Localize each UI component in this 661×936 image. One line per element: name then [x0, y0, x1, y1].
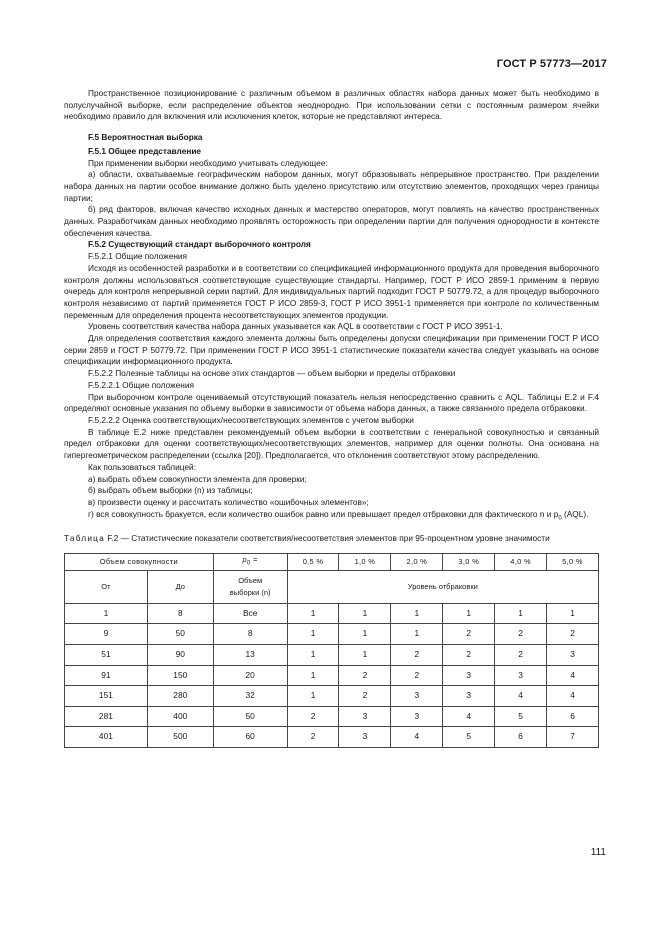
table-cell: 1	[339, 645, 391, 666]
list-item: б) выбрать объем выборки (n) из таблицы;	[88, 485, 253, 496]
table-row	[65, 603, 599, 624]
paragraph: Как пользоваться таблицей:	[88, 461, 197, 472]
table-cell: 1	[65, 603, 148, 624]
table-cell: 50	[213, 706, 287, 727]
table-cell: 1	[287, 645, 339, 666]
table-cell: 5	[495, 706, 547, 727]
paragraph: Для определения соответствия каждого элемента должны быть определены допуски спецификации при применении ГОСТ Р ИСО серии 2859 и ГОСТ Р 50779.72. При применении ГОСТ Р ИСО 3951-1 статистические показатели качества следует указывать на основе спецификации информационного продукта.	[64, 333, 599, 367]
table-header-sample-size	[213, 570, 287, 603]
table-cell: 32	[213, 686, 287, 707]
page-content	[64, 88, 599, 748]
table-row	[65, 624, 599, 645]
table-cell: 500	[147, 727, 213, 748]
table-cell: 280	[147, 686, 213, 707]
subscript: 0	[247, 560, 251, 567]
table-header-aql: 3,0 %	[443, 553, 495, 570]
table-cell: 60	[213, 727, 287, 748]
table-cell: 50	[147, 624, 213, 645]
table-header-reject-level: Уровень отбраковки	[287, 570, 598, 603]
table-cell: 2	[287, 706, 339, 727]
table-cell: 2	[495, 624, 547, 645]
sample-size-line1: Объем	[238, 576, 263, 586]
table-cell: 1	[391, 603, 443, 624]
table-cell: 151	[65, 686, 148, 707]
table-cell: 13	[213, 645, 287, 666]
table-cell: 3	[547, 645, 599, 666]
page-number: 111	[590, 847, 606, 858]
table-row	[65, 686, 599, 707]
table-cell: 2	[495, 645, 547, 666]
subsection-heading-f5222: F.5.2.2.2 Оценка соответствующих/несоответствующих элементов с учетом выборки	[88, 414, 414, 425]
table-cell: 1	[339, 603, 391, 624]
table-row	[65, 706, 599, 727]
table-cell: 2	[339, 686, 391, 707]
table-header-to: До	[147, 570, 213, 603]
table-cell: 281	[65, 706, 148, 727]
subsection-heading-f522: F.5.2.2 Полезные таблицы на основе этих стандартов — объем выборки и пределы отбраковки	[88, 368, 456, 379]
table-header-aql: 1,0 %	[339, 553, 391, 570]
section-heading-f5: F.5 Вероятностная выборка	[88, 132, 203, 143]
table-row	[65, 665, 599, 686]
table-cell: 1	[287, 624, 339, 645]
table-cell: 1	[339, 624, 391, 645]
table-cell: 9	[65, 624, 148, 645]
table-cell: 51	[65, 645, 148, 666]
table-cell: 2	[287, 727, 339, 748]
table-header-aql: 0.5 %	[287, 553, 339, 570]
list-item	[64, 509, 599, 525]
table-cell: 90	[147, 645, 213, 666]
paragraph: Уровень соответствия качества набора данных указывается как AQL в соответствии с ГОСТ Р ИСО 3951-1.	[88, 321, 503, 332]
document-header: ГОСТ Р 57773—2017	[496, 58, 607, 70]
table-cell: 3	[391, 686, 443, 707]
table-header-aql: 2,0 %	[391, 553, 443, 570]
section-heading-f52: F.5.2 Существующий стандарт выборочного контроля	[88, 239, 311, 250]
table-cell: 4	[443, 706, 495, 727]
table-cell: 1	[287, 686, 339, 707]
list-item: а) области, охватываемые географическим набором данных, могут образовывать непрерывное пространство. При разделении набора данных на партии особое внимание должно быть уделено присутствию или отсутствию элементов, проходящих через границы партии;	[64, 169, 599, 203]
table-cell: 2	[443, 624, 495, 645]
list-item-text: (AQL).	[561, 508, 589, 519]
table-cell: 150	[147, 665, 213, 686]
table-header-aql: 5,0 %	[547, 553, 599, 570]
sample-size-line2: выборки (n)	[229, 587, 271, 597]
table-cell: 2	[391, 665, 443, 686]
paragraph: При выборочном контроле оцениваемый отсутствующий показатель нельзя непосредственно сравнить с AQL. Таблицы Е.2 и F.4 определяют основные указания по объему выборки в зависимости от объема набора данных, а также связанного предела отбраковки.	[64, 391, 599, 414]
table-cell: 91	[65, 665, 148, 686]
table-header-from: От	[65, 570, 148, 603]
subsection-heading-f5221: F.5.2.2.1 Общие положения	[88, 379, 194, 390]
table-caption	[64, 533, 599, 545]
table-cell: 1	[287, 665, 339, 686]
table-cell: 1	[287, 603, 339, 624]
table-cell: 5	[443, 727, 495, 748]
table-cell: 6	[547, 706, 599, 727]
table-caption-text: F.2 — Статистические показатели соответствия/несоответствия элементов при 95-процентном уровне значимости	[104, 532, 550, 543]
table-cell: 3	[443, 686, 495, 707]
table-cell: 20	[213, 665, 287, 686]
p0-symbol: p	[242, 554, 248, 564]
table-cell: 6	[495, 727, 547, 748]
table-header-aql: 4,0 %	[495, 553, 547, 570]
table-cell: 400	[147, 706, 213, 727]
table-cell: 3	[339, 706, 391, 727]
table-cell: 3	[443, 665, 495, 686]
table-cell: 401	[65, 727, 148, 748]
table-cell: 3	[339, 727, 391, 748]
table-cell: 1	[547, 603, 599, 624]
list-item: в) произвести оценку и рассчитать количество «ошибочных элементов»;	[88, 496, 369, 507]
statistics-table	[64, 553, 599, 748]
table-cell: 4	[547, 665, 599, 686]
table-cell: Все	[213, 603, 287, 624]
table-cell: 1	[443, 603, 495, 624]
list-item: б) ряд факторов, включая качество исходных данных и мастерство операторов, могут повлиять на качество пространственных данных. Разработчикам данных необходимо проявлять осторожность при определении партии для получения однородности в контексте обеспечения качества.	[64, 204, 599, 238]
table-cell: 4	[547, 686, 599, 707]
section-heading-f51: F.5.1 Общее представление	[88, 145, 202, 156]
paragraph: Исходя из особенностей разработки и в соответствии со спецификацией информационного продукта для проведения выборочного контроля должны использоваться соответствующие существующие стандарты. Например, ГОСТ Р ИСО 2859-1 применим в первую очередь для контроля непрерывной серии партий. Для индивидуальных партий подходит ГОСТ Р 50779.72, а для процедур выборочного контроля независимо от партий применяется ГОСТ Р ИСО 2859-3, ГОСТ Р ИСО 3951-1 применяется при контроле по количественным переменным для определения процента несоответствующих элементов продукции.	[64, 262, 599, 320]
table-caption-word: Таблица	[64, 532, 105, 543]
table-cell: 2	[391, 645, 443, 666]
list-item-text: г) вся совокупность бракуется, если количество ошибок равно или превышает предел отбраковки для фактического n и p	[88, 508, 559, 519]
table-header-p0	[213, 553, 287, 570]
table-row	[65, 645, 599, 666]
list-item: а) выбрать объем совокупности элемента для проверки;	[88, 473, 307, 484]
table-cell: 2	[339, 665, 391, 686]
paragraph: В таблице Е.2 ниже представлен рекомендуемый объем выборки в соответствии с генеральной совокупностью и связанный предел отбраковки для оценки соответствующих/несоответствующих элементов, например для оценки полноты. Она основана на гипергеометрическом распределении (ссылка [20]). Предполагается, что отклонения соответствуют этому распределению.	[64, 426, 599, 461]
table-header-population: Объем совокупности	[65, 553, 214, 570]
table-cell: 3	[495, 665, 547, 686]
table-cell: 2	[547, 624, 599, 645]
table-cell: 4	[495, 686, 547, 707]
table-cell: 4	[391, 727, 443, 748]
table-cell: 1	[495, 603, 547, 624]
intro-paragraph: Пространственное позиционирование с различным объемом в различных областях набора данных может быть необходимо в полуслучайной выборке, если распределение объектов неоднородно. При использовании сетки с постоянным размером ячейки необходимо правило для включения или исключения клеток, которые не представляют интереса.	[64, 88, 599, 122]
subscript: 0	[558, 515, 562, 522]
table-cell: 1	[391, 624, 443, 645]
table-cell: 8	[213, 624, 287, 645]
table-row	[65, 727, 599, 748]
table-cell: 2	[443, 645, 495, 666]
table-cell: 3	[391, 706, 443, 727]
table-cell: 8	[147, 603, 213, 624]
table-body	[65, 603, 599, 747]
subsection-heading-f521: F.5.2.1 Общие положения	[88, 251, 188, 262]
p0-equals: =	[250, 554, 258, 564]
table-cell: 7	[547, 727, 599, 748]
paragraph: При применении выборки необходимо учитывать следующее:	[88, 157, 328, 168]
